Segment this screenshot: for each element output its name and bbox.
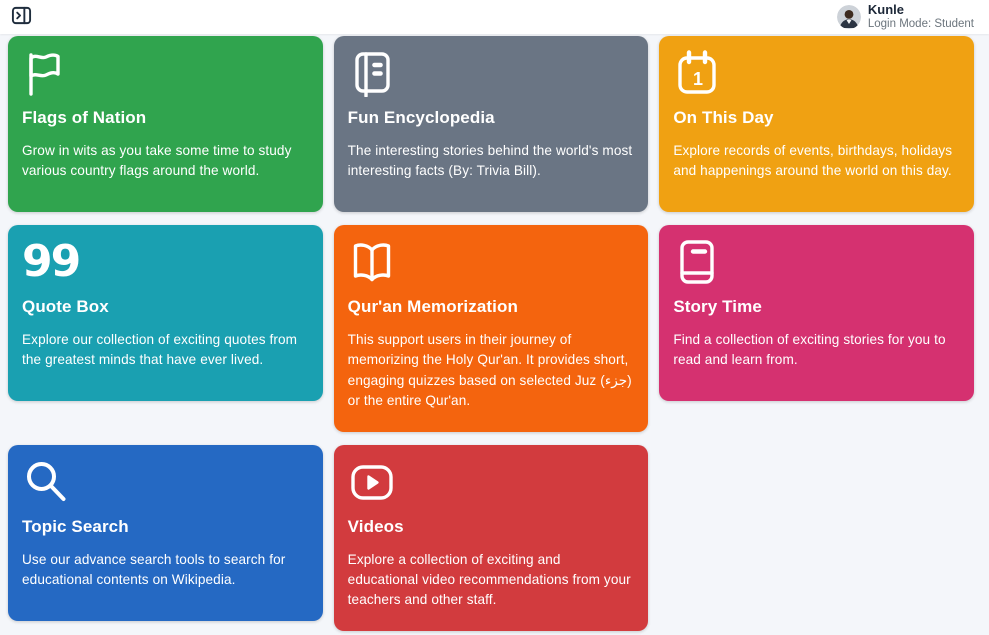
card-title: Videos [347, 516, 404, 536]
card-title: On This Day [673, 108, 774, 127]
svg-text:1: 1 [693, 69, 704, 89]
card-flags-of-nation[interactable] [8, 36, 323, 212]
feature-grid [0, 34, 989, 635]
user-menu[interactable] [837, 3, 974, 31]
card-description: This support users in their journey of memorizing the Holy Qur'an. It provides short, engaging quizzes based on selected Juz (جزء) or the entire Qur'an. [347, 332, 632, 409]
card-on-this-day[interactable] [659, 36, 974, 212]
sidebar-expand-icon [11, 5, 32, 29]
video-icon [348, 458, 633, 506]
card-title: Fun Encyclopedia [347, 108, 495, 127]
card-quote-box[interactable] [8, 225, 323, 401]
card-description: Explore our collection of exciting quotes from the greatest minds that have ever lived. [22, 332, 298, 368]
card-fun-encyclopedia[interactable] [334, 36, 649, 212]
card-videos[interactable] [334, 445, 649, 631]
card-title: Qur'an Memorization [347, 297, 518, 316]
open-book-icon [348, 238, 633, 286]
flag-icon [22, 49, 307, 97]
card-topic-search[interactable] [8, 445, 323, 621]
journal-icon [348, 49, 633, 97]
card-description: Explore a collection of exciting and educational video recommendations from your teachers and other staff. [347, 551, 631, 608]
card-title: Quote Box [22, 297, 109, 316]
sidebar-toggle-button[interactable] [9, 3, 34, 31]
book-icon [673, 238, 958, 286]
calendar-icon [673, 49, 958, 97]
search-icon [22, 458, 307, 506]
card-quran-memorization[interactable] [334, 225, 649, 432]
avatar [837, 5, 861, 29]
card-description: Grow in wits as you take some time to study various country flags around the world. [22, 143, 292, 179]
card-title: Topic Search [22, 516, 129, 536]
user-name: Kunle [867, 1, 904, 17]
card-story-time[interactable] [659, 225, 974, 401]
quote-icon: 99 [22, 236, 80, 287]
login-mode-label: Login Mode: Student [867, 17, 974, 30]
card-description: Find a collection of exciting stories for you to read and learn from. [673, 332, 946, 368]
card-title: Flags of Nation [22, 108, 147, 127]
card-description: The interesting stories behind the world's most interesting facts (By: Trivia Bill). [347, 143, 633, 179]
top-bar [0, 0, 989, 34]
card-title: Story Time [673, 297, 762, 316]
card-description: Explore records of events, birthdays, holidays and happenings around the world on this day. [673, 143, 953, 179]
card-description: Use our advance search tools to search for educational contents on Wikipedia. [22, 551, 286, 587]
